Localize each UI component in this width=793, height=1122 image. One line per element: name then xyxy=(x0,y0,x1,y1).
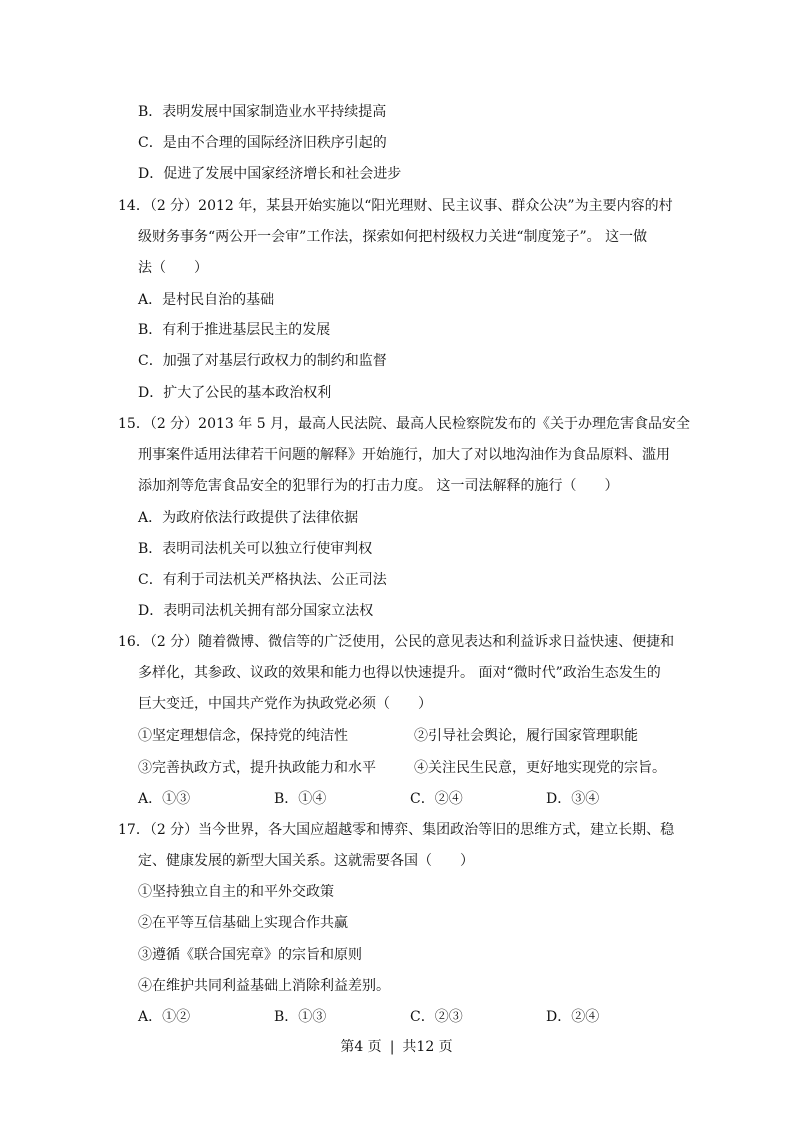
q16-option-d: D．③④ xyxy=(546,791,600,807)
q17-statement-1: ①坚持独立自主的和平外交政策 xyxy=(138,884,334,900)
q14-option-a: A．是村民自治的基础 xyxy=(138,292,275,308)
q17-option-d: D．②④ xyxy=(546,1009,600,1025)
q15-option-b: B．表明司法机关可以独立行使审判权 xyxy=(138,541,373,557)
prev-option-d: D．促进了发展中国家经济增长和社会进步 xyxy=(138,166,402,182)
q17-option-a: A．①② xyxy=(138,1009,191,1025)
prev-option-c: C．是由不合理的国际经济旧秩序引起的 xyxy=(138,135,387,151)
q16-option-a: A．①③ xyxy=(138,791,191,807)
q14-option-b: B．有利于推进基层民主的发展 xyxy=(138,322,331,338)
page-number: 第4 页 xyxy=(340,1039,382,1055)
q16-statement-1: ①坚定理想信念，保持党的纯洁性 xyxy=(138,728,348,744)
page-total: 共12 页 xyxy=(402,1039,453,1055)
q14-option-d: D．扩大了公民的基本政治权利 xyxy=(138,385,332,401)
q15-option-d: D．表明司法机关拥有部分国家立法权 xyxy=(138,603,374,619)
page-footer xyxy=(0,1037,793,1057)
q17-stem-line-1: 17．（2 分）当今世界，各大国应超越零和博弈、集团政治等旧的思维方式，建立长期、稳 xyxy=(118,822,675,838)
prev-option-b: B．表明发展中国家制造业水平持续提高 xyxy=(138,104,387,120)
q16-statement-3: ③完善执政方式，提升执政能力和水平 xyxy=(138,760,376,776)
q16-stem-line-1: 16．（2 分）随着微博、微信等的广泛使用，公民的意见表达和利益诉求日益快速、便捷和 xyxy=(118,634,675,650)
q15-stem-line-2: 刑事案件适用法律若干问题的解释》开始施行，加大了对以地沟油作为食品原料、滥用 xyxy=(138,447,670,463)
q17-option-c: C．②③ xyxy=(410,1009,463,1025)
q15-option-a: A．为政府依法行政提供了法律依据 xyxy=(138,510,359,526)
q15-option-c: C．有利于司法机关严格执法、公正司法 xyxy=(138,572,387,588)
q17-statement-4: ④在维护共同利益基础上消除利益差别。 xyxy=(138,978,390,994)
q16-statement-4: ④关注民生民意，更好地实现党的宗旨。 xyxy=(414,760,666,776)
q14-option-c: C．加强了对基层行政权力的制约和监督 xyxy=(138,353,387,369)
q16-stem-line-3: 巨大变迁，中国共产党作为执政党必须（ ） xyxy=(138,696,432,712)
q16-option-b: B．①④ xyxy=(274,791,327,807)
q17-statement-2: ②在平等互信基础上实现合作共赢 xyxy=(138,915,348,931)
q17-statement-3: ③遵循《联合国宪章》的宗旨和原则 xyxy=(138,947,362,963)
q14-stem-line-3: 法（ ） xyxy=(138,260,208,276)
q14-stem-line-2: 级财务事务“两公开一会审”工作法，探索如何把村级权力关进“制度笼子”。 这一做 xyxy=(138,229,648,245)
q17-option-b: B．①③ xyxy=(274,1009,327,1025)
q16-option-c: C．②④ xyxy=(410,791,463,807)
q15-stem-line-3: 添加剂等危害食品安全的犯罪行为的打击力度。 这一司法解释的施行（ ） xyxy=(138,478,619,494)
q16-statement-2: ②引导社会舆论，履行国家管理职能 xyxy=(414,728,638,744)
q16-stem-line-2: 多样化，其参政、议政的效果和能力也得以快速提升。 面对“微时代”政治生态发生的 xyxy=(138,665,661,681)
q15-stem-line-1: 15．（2 分）2013 年 5 月，最高人民法院、最高人民检察院发布的《关于办理危害食品安全 xyxy=(118,416,691,432)
q14-stem-line-1: 14．（2 分）2012 年，某县开始实施以“阳光理财、民主议事、群众公决”为主要内容的村 xyxy=(118,198,673,214)
footer-separator: | xyxy=(389,1039,395,1055)
q17-stem-line-2: 定、健康发展的新型大国关系。这就需要各国（ ） xyxy=(138,853,474,869)
